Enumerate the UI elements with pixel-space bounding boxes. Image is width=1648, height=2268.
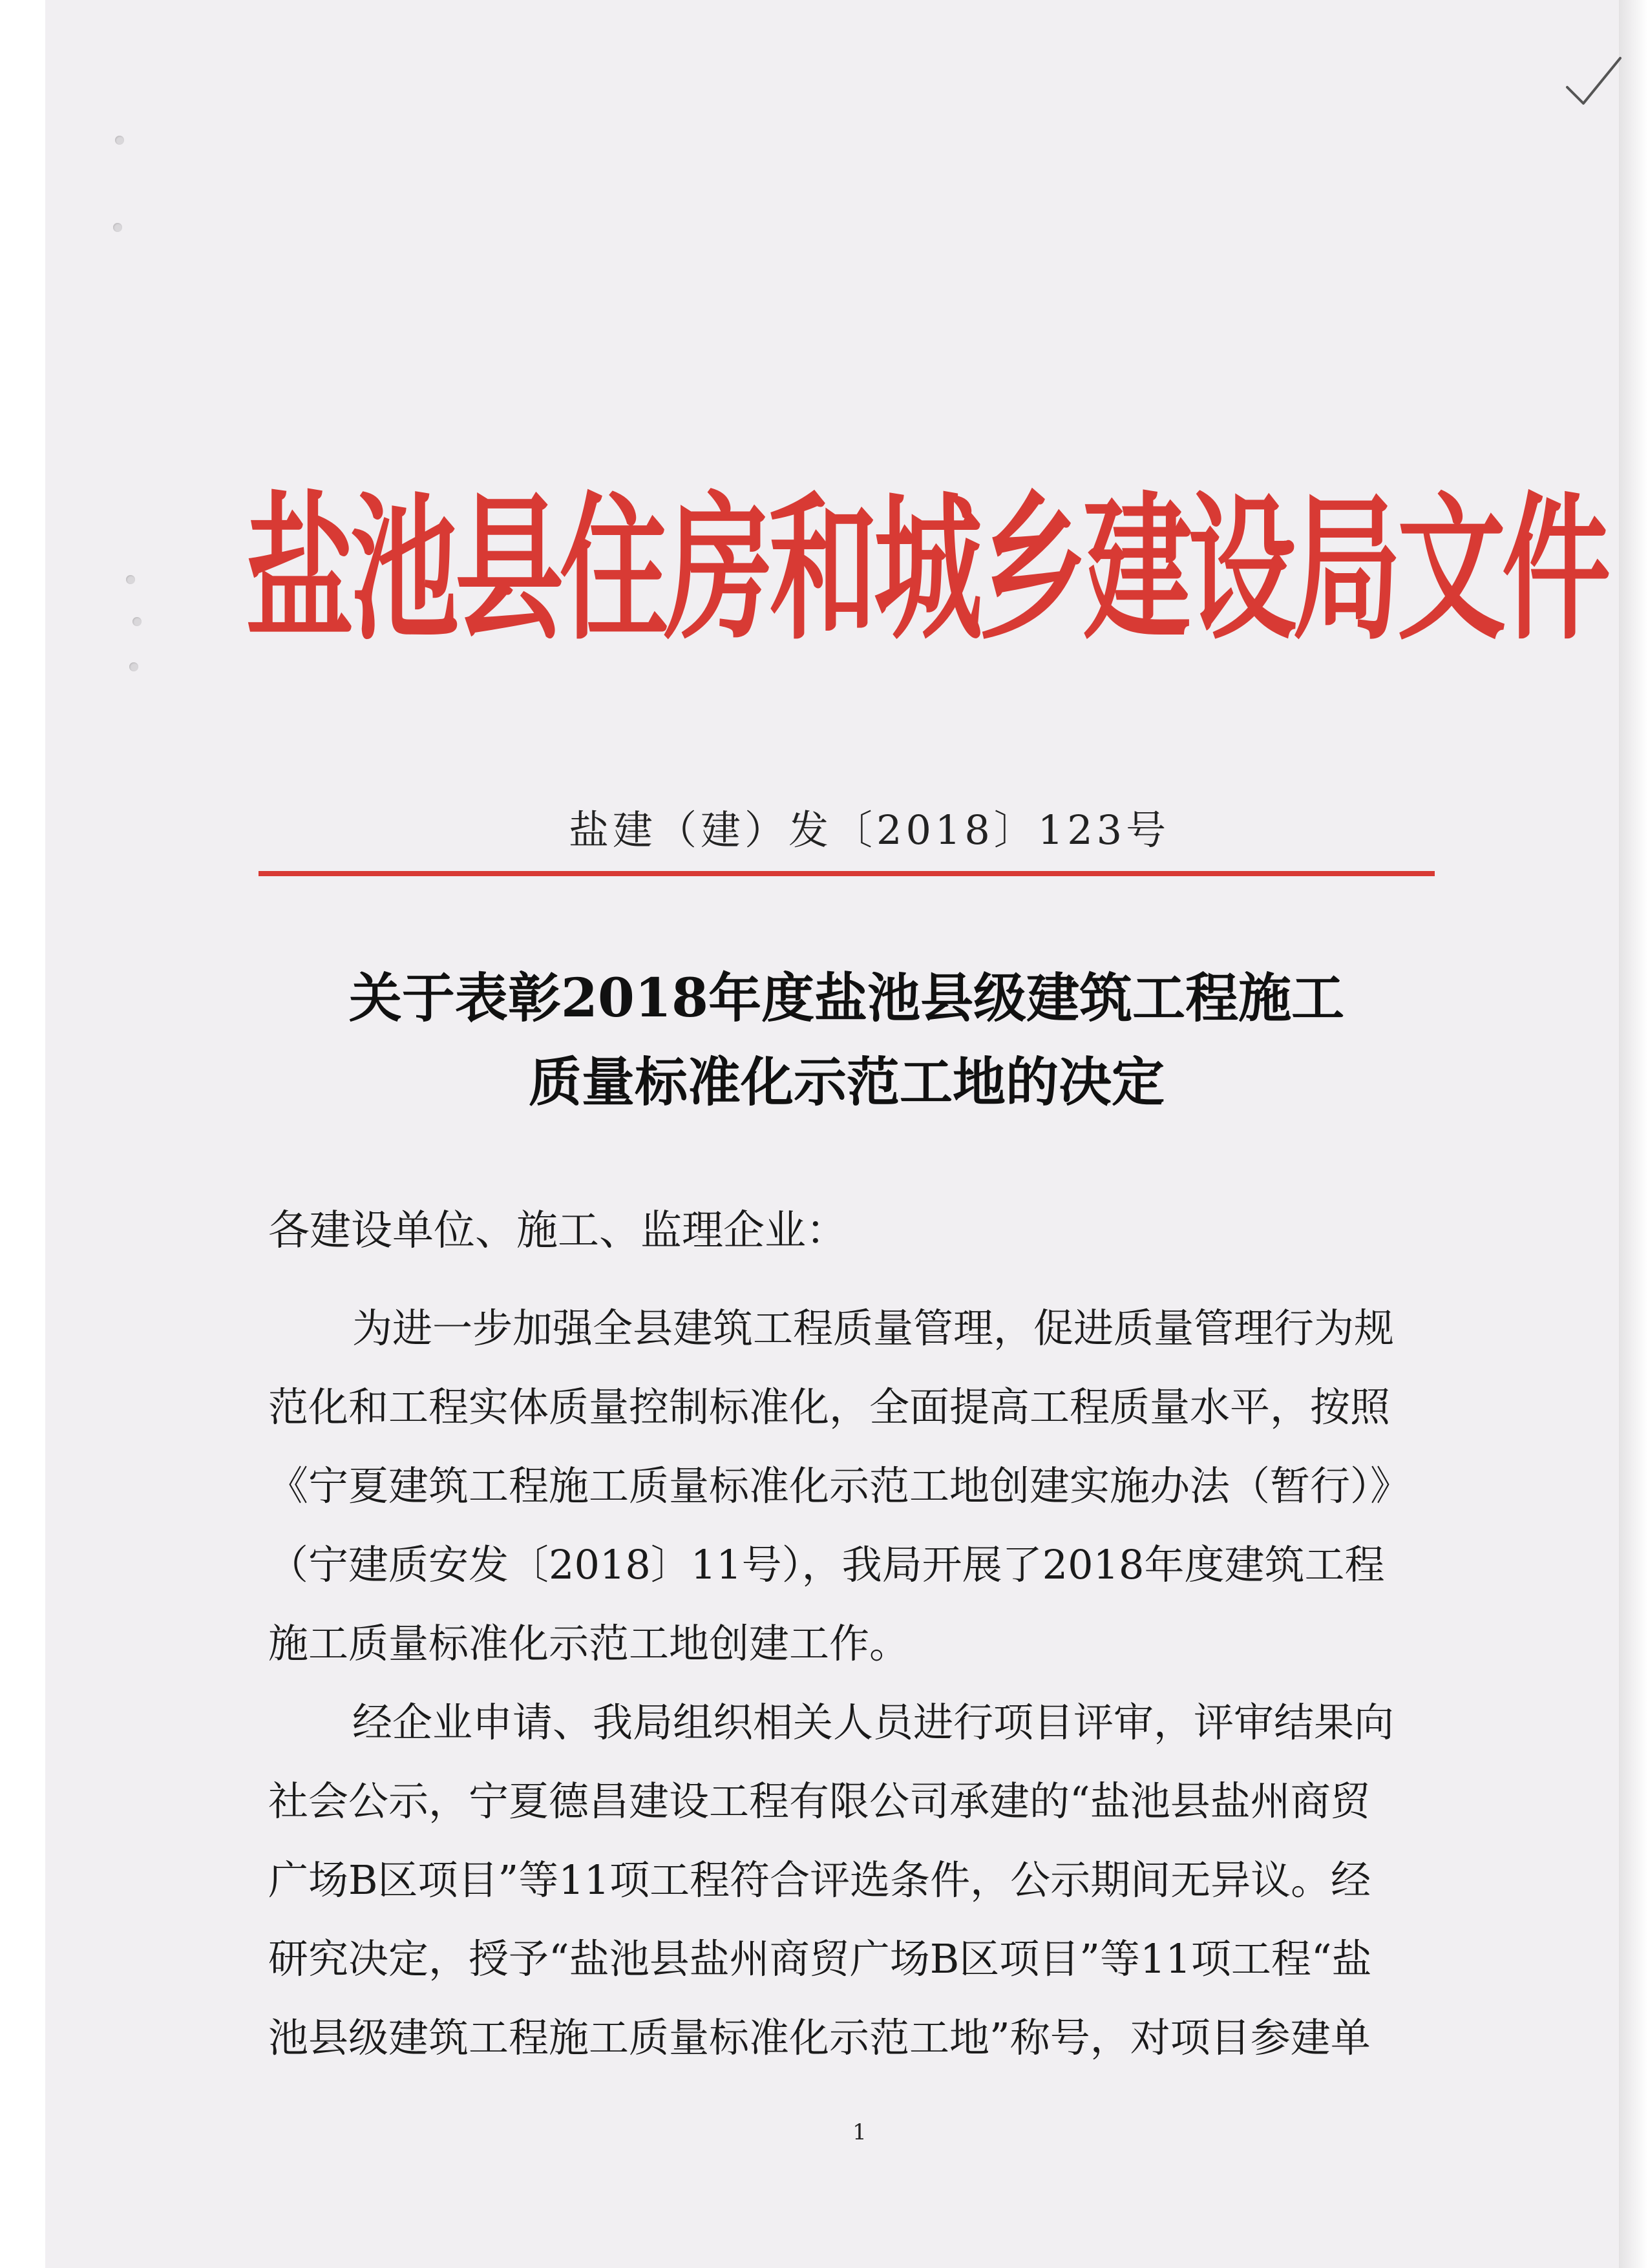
punch-hole-mark — [115, 136, 124, 145]
salutation: 各建设单位、施工、监理企业： — [268, 1207, 847, 1255]
document-title — [259, 956, 1435, 1124]
page-number: 1 — [852, 2119, 867, 2145]
issuing-authority-header: 盐池县住房和城乡建设局文件 — [246, 476, 1607, 662]
body-line: 范化和工程实体质量控制标准化，全面提高工程质量水平，按照 — [268, 1383, 1391, 1431]
red-divider-line — [259, 871, 1435, 876]
punch-hole-mark — [113, 223, 122, 232]
body-line: （宁建质安发〔2018〕11号），我局开展了2018年度建筑工程 — [268, 1541, 1385, 1588]
body-line: 施工质量标准化示范工地创建工作。 — [268, 1620, 910, 1667]
document-title-line: 质量标准化示范工地的决定 — [528, 1051, 1165, 1113]
document-number: 盐建（建）发〔2018〕123号 — [569, 806, 1170, 854]
body-line: 《宁夏建筑工程施工质量标准化示范工地创建实施办法（暂行）》 — [268, 1462, 1411, 1509]
body-line: 研究决定，授予“盐池县盐州商贸广场B区项目”等11项工程“盐 — [268, 1935, 1372, 1982]
body-line: 广场B区项目”等11项工程符合评选条件，公示期间无异议。经 — [268, 1856, 1371, 1904]
check-icon — [1561, 52, 1625, 116]
document-title-line: 关于表彰2018年度盐池县级建筑工程施工 — [348, 967, 1345, 1029]
punch-hole-mark — [129, 662, 138, 671]
document-body — [268, 1289, 1457, 2077]
body-line: 池县级建筑工程施工质量标准化示范工地”称号，对项目参建单 — [268, 2014, 1371, 2061]
punch-hole-mark — [126, 575, 135, 584]
body-line: 经企业申请、我局组织相关人员进行项目评审，评审结果向 — [352, 1699, 1395, 1746]
scan-margin-left — [0, 0, 45, 2268]
body-line: 为进一步加强全县建筑工程质量管理，促进质量管理行为规 — [352, 1305, 1395, 1352]
body-line: 社会公示，宁夏德昌建设工程有限公司承建的“盐池县盐州商贸 — [268, 1778, 1371, 1825]
punch-hole-mark — [132, 617, 142, 626]
scan-margin-right — [1619, 0, 1648, 2268]
